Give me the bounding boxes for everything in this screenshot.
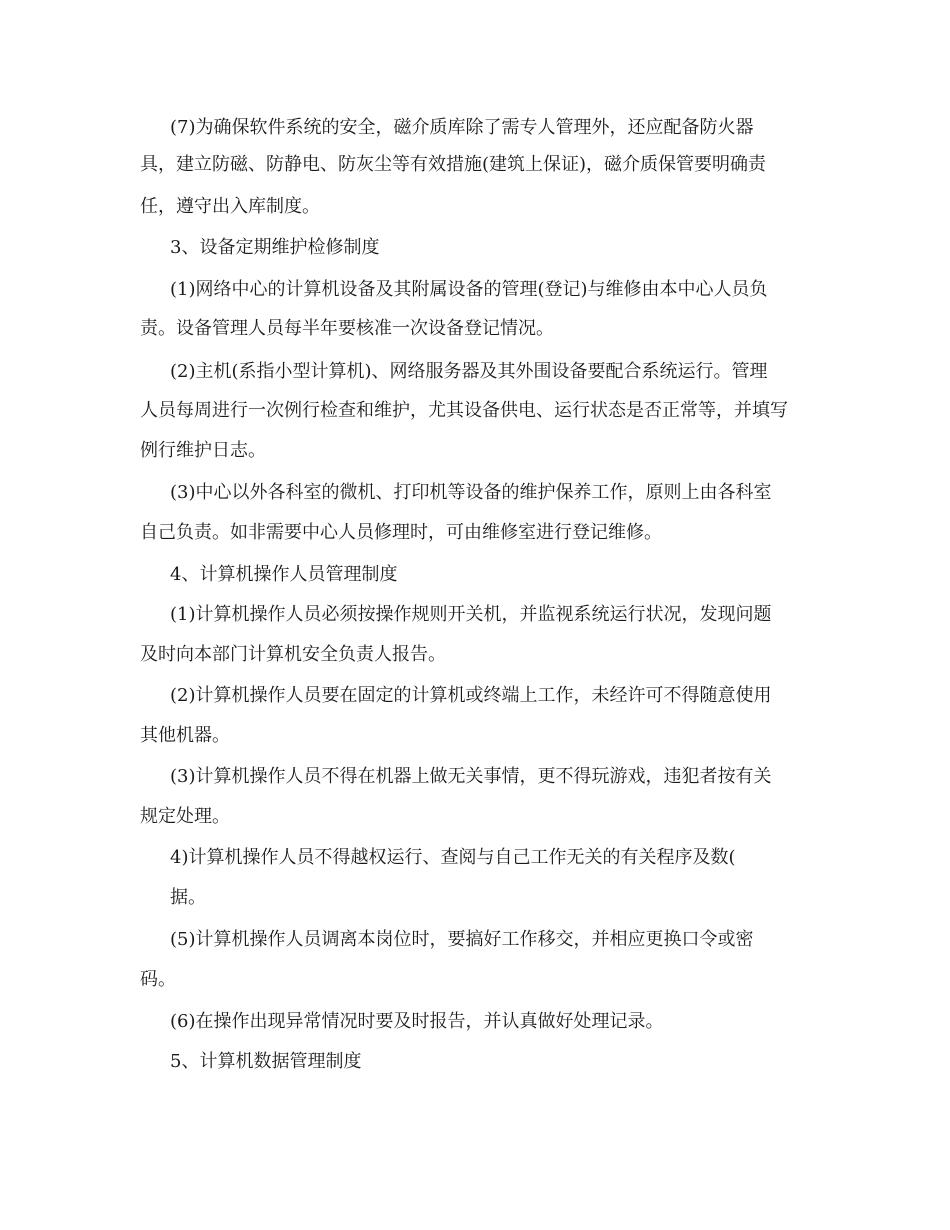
- section-heading: 5、计算机数据管理制度: [170, 1051, 362, 1072]
- paragraph-line: 其他机器。: [140, 725, 230, 746]
- paragraph-line: 据。: [170, 887, 206, 908]
- paragraph-line: 人员每周进行一次例行检查和维护，尤其设备供电、运行状态是否正常等，并填写: [140, 400, 788, 421]
- paragraph-line: (1)计算机操作人员必须按操作规则开关机，并监视系统运行状况，发现问题: [170, 604, 772, 625]
- paragraph-line: (2)计算机操作人员要在固定的计算机或终端上工作，未经许可不得随意使用: [170, 685, 772, 706]
- paragraph-line: (5)计算机操作人员调离本岗位时，要搞好工作移交，并相应更换口令或密: [170, 929, 754, 950]
- paragraph-line: (3)中心以外各科室的微机、打印机等设备的维护保养工作，原则上由各科室: [170, 482, 772, 503]
- section-heading: 3、设备定期维护检修制度: [170, 237, 380, 258]
- paragraph-line: 具，建立防磁、防静电、防灰尘等有效措施(建筑上保证)，磁介质保管要明确责: [140, 154, 767, 175]
- paragraph-line: (2)主机(系指小型计算机)、网络服务器及其外围设备要配合系统运行。管理: [170, 361, 768, 382]
- section-heading: 4、计算机操作人员管理制度: [170, 564, 398, 585]
- paragraph-line: 自己负责。如非需要中心人员修理时，可由维修室进行登记维修。: [140, 522, 662, 543]
- paragraph-line: 4)计算机操作人员不得越权运行、查阅与自己工作无关的有关程序及数(: [170, 847, 736, 868]
- paragraph-line: 规定处理。: [140, 806, 230, 827]
- paragraph-line: 码。: [140, 969, 176, 990]
- paragraph-line: (6)在操作出现异常情况时要及时报告，并认真做好处理记录。: [170, 1011, 664, 1032]
- paragraph-line: 任，遵守出入库制度。: [140, 196, 320, 217]
- paragraph-line: 例行维护日志。: [140, 440, 266, 461]
- paragraph-line: (3)计算机操作人员不得在机器上做无关事情，更不得玩游戏，违犯者按有关: [170, 766, 772, 787]
- paragraph-line: (7)为确保软件系统的安全，磁介质库除了需专人管理外，还应配备防火器: [170, 117, 754, 138]
- paragraph-line: (1)网络中心的计算机设备及其附属设备的管理(登记)与维修由本中心人员负: [170, 279, 768, 300]
- paragraph-line: 责。设备管理人员每半年要核准一次设备登记情况。: [140, 318, 554, 339]
- paragraph-line: 及时向本部门计算机安全负责人报告。: [140, 644, 446, 665]
